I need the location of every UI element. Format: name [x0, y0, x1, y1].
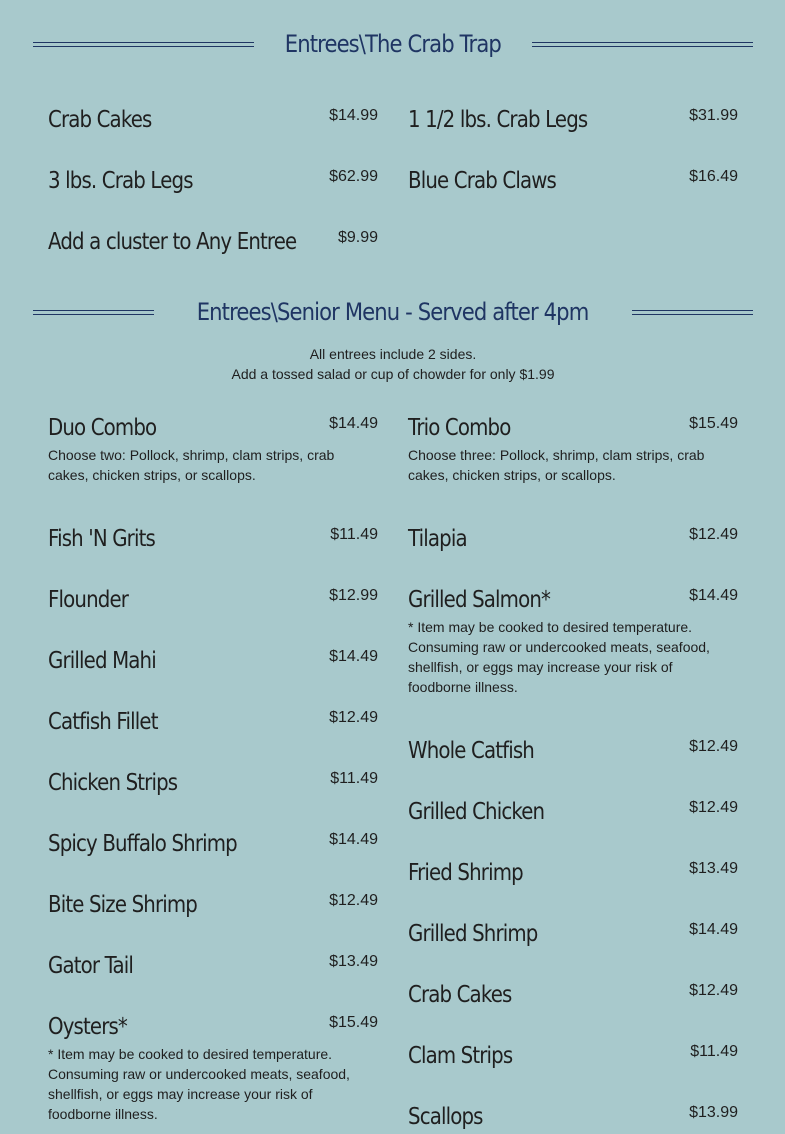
item-price: $11.49	[330, 770, 378, 787]
item-name: 3 lbs. Crab Legs	[48, 168, 193, 194]
item-price: $11.49	[690, 1043, 738, 1060]
item-name: Crab Cakes	[408, 982, 512, 1008]
item-price: $15.49	[329, 1014, 378, 1031]
menu-item	[48, 103, 378, 137]
section-title: Entrees\The Crab Trap	[284, 30, 502, 58]
item-name: Catfish Fillet	[48, 709, 158, 735]
item-price: $12.49	[689, 526, 738, 543]
menu-item	[48, 411, 378, 485]
item-name: Trio Combo	[408, 415, 511, 441]
menu-item	[48, 225, 378, 259]
divider-right	[632, 310, 753, 315]
item-name: 1 1/2 lbs. Crab Legs	[408, 107, 588, 133]
item-name: Grilled Chicken	[408, 799, 545, 825]
divider-right	[532, 42, 753, 47]
menu-item	[408, 917, 738, 951]
item-name: Crab Cakes	[48, 107, 152, 133]
item-price: $12.99	[329, 587, 378, 604]
menu-item	[408, 583, 738, 697]
item-description: Choose two: Pollock, shrimp, clam strips, crab cakes, chicken strips, or scallops.	[48, 447, 335, 483]
menu-item	[48, 888, 378, 922]
menu-item	[48, 705, 378, 739]
item-price: $13.99	[689, 1104, 738, 1121]
item-price: $15.49	[689, 415, 738, 432]
menu-item	[48, 522, 378, 556]
menu-item	[408, 856, 738, 890]
item-description: Choose three: Pollock, shrimp, clam strips, crab cakes, chicken strips, or scallops.	[408, 447, 705, 483]
item-name: Fish 'N Grits	[48, 526, 155, 552]
menu-item	[48, 827, 378, 861]
item-price: $12.49	[689, 799, 738, 816]
item-name: Fried Shrimp	[408, 860, 523, 886]
menu-item	[48, 583, 378, 617]
item-name: Chicken Strips	[48, 770, 178, 796]
menu-item	[408, 164, 738, 198]
menu-item	[48, 1010, 378, 1124]
item-name: Tilapia	[408, 526, 467, 552]
menu-item	[48, 164, 378, 198]
item-name: Blue Crab Claws	[408, 168, 556, 194]
divider-left	[33, 42, 254, 47]
item-price: $14.49	[689, 587, 738, 604]
item-price: $13.49	[689, 860, 738, 877]
divider-left	[33, 310, 154, 315]
item-price: $14.49	[329, 415, 378, 432]
menu-item	[408, 411, 738, 485]
item-name: Add a cluster to Any Entree	[48, 229, 297, 255]
item-price: $12.49	[329, 709, 378, 726]
item-name: Flounder	[48, 587, 129, 613]
section-header-senior-menu	[33, 292, 753, 332]
item-price: $11.49	[330, 526, 378, 543]
item-name: Scallops	[408, 1104, 483, 1130]
menu-item	[408, 978, 738, 1012]
item-name: Clam Strips	[408, 1043, 513, 1069]
item-price: $14.49	[689, 921, 738, 938]
menu-item	[408, 103, 738, 137]
item-description: * Item may be cooked to desired temperature. Consuming raw or undercooked meats, seafood, shellfish, or eggs may increase your risk of foodborne illness.	[48, 1046, 350, 1122]
item-price: $62.99	[329, 168, 378, 185]
menu-item	[408, 522, 738, 556]
menu-item	[48, 644, 378, 678]
item-name: Grilled Shrimp	[408, 921, 538, 947]
item-name: Grilled Salmon*	[408, 587, 551, 613]
section-intro	[33, 344, 753, 384]
item-name: Grilled Mahi	[48, 648, 156, 674]
item-price: $13.49	[329, 953, 378, 970]
item-name: Duo Combo	[48, 415, 157, 441]
item-price: $12.49	[689, 982, 738, 999]
intro-line: All entrees include 2 sides.	[309, 346, 477, 362]
item-price: $14.49	[329, 831, 378, 848]
item-price: $16.49	[689, 168, 738, 185]
item-price: $14.99	[329, 107, 378, 124]
item-price: $14.49	[329, 648, 378, 665]
section-title: Entrees\Senior Menu - Served after 4pm	[197, 298, 589, 326]
section-header-crab-trap	[33, 24, 753, 64]
item-name: Bite Size Shrimp	[48, 892, 197, 918]
menu-item	[408, 795, 738, 829]
menu-item	[48, 766, 378, 800]
item-name: Gator Tail	[48, 953, 134, 979]
menu-item	[408, 734, 738, 768]
item-name: Whole Catfish	[408, 738, 534, 764]
menu-item	[48, 949, 378, 983]
item-price: $9.99	[337, 229, 378, 246]
item-price: $31.99	[689, 107, 738, 124]
item-price: $12.49	[689, 738, 738, 755]
item-name: Spicy Buffalo Shrimp	[48, 831, 237, 857]
intro-line: Add a tossed salad or cup of chowder for only $1.99	[231, 366, 555, 382]
item-name: Oysters*	[48, 1014, 127, 1040]
menu-item	[408, 1100, 738, 1134]
item-description: * Item may be cooked to desired temperature. Consuming raw or undercooked meats, seafood, shellfish, or eggs may increase your risk of foodborne illness.	[408, 619, 710, 695]
menu-item	[408, 1039, 738, 1073]
item-price: $12.49	[329, 892, 378, 909]
